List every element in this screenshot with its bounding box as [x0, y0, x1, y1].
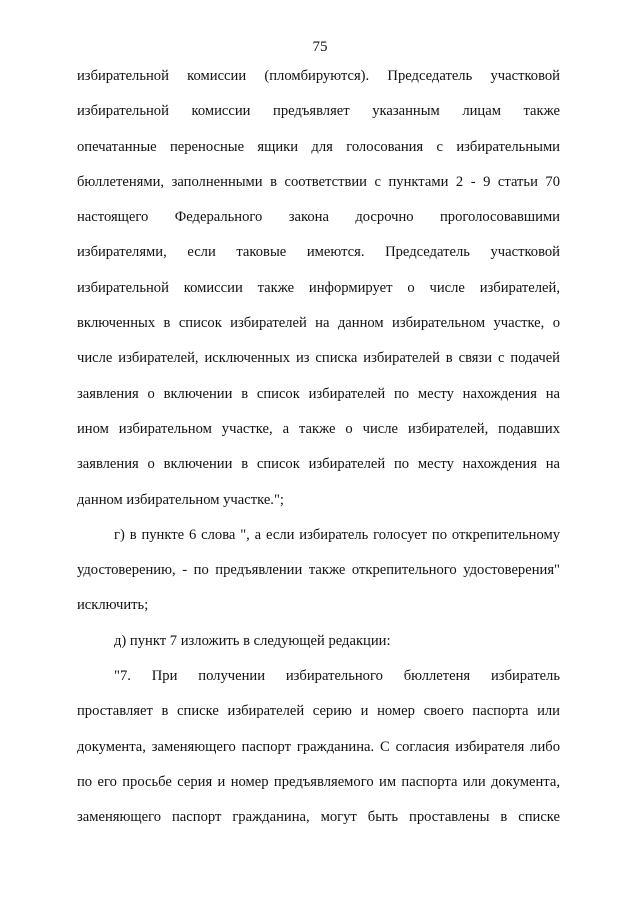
text-line: избирательной комиссии (пломбируются). Председатель участковой [77, 68, 560, 84]
text-line: избирательной комиссии предъявляет указанным лицам также [77, 103, 560, 120]
text-line: данном избирательном участке."; [77, 491, 284, 508]
document-body [77, 66, 560, 843]
text-line: ином избирательном участке, а также о числе избирателей, подавших [77, 420, 560, 437]
text-line: заявления о включении в список избирателей по месту нахождения на [77, 456, 560, 473]
text-line: по его просьбе серия и номер предъявляемого им паспорта или документа, [77, 773, 560, 790]
text-line: д) пункт 7 изложить в следующей редакции: [114, 632, 391, 649]
text-line: бюллетенями, заполненными в соответствии с пунктами 2 - 9 статьи 70 [77, 173, 560, 190]
text-line: опечатанные переносные ящики для голосования с избирательными [77, 138, 560, 155]
text-line: "7. При получении избирательного бюллетеня избиратель [114, 668, 560, 685]
text-line: включенных в список избирателей на данном избирательном участке, о [77, 315, 560, 332]
text-line: исключить; [77, 597, 149, 614]
text-line: удостоверению, - по предъявлении также открепительного удостоверения" [77, 562, 560, 579]
text-line: документа, заменяющего паспорт гражданина. С согласия избирателя либо [77, 738, 560, 755]
text-line: избирательной комиссии также информирует о числе избирателей, [77, 279, 560, 296]
text-line: заменяющего паспорт гражданина, могут быть проставлены в списке [77, 809, 560, 826]
text-line: настоящего Федерального закона досрочно проголосовавшими [77, 209, 560, 226]
text-line: числе избирателей, исключенных из списка избирателей в связи с подачей [77, 350, 560, 367]
text-line: г) в пункте 6 слова ", а если избиратель голосует по открепительному [114, 526, 560, 543]
page-number: 75 [312, 39, 328, 55]
text-line: проставляет в списке избирателей серию и номер своего паспорта или [77, 703, 560, 720]
text-line: заявления о включении в список избирателей по месту нахождения на [77, 385, 560, 402]
text-line: избирателями, если таковые имеются. Председатель участковой [77, 244, 560, 261]
